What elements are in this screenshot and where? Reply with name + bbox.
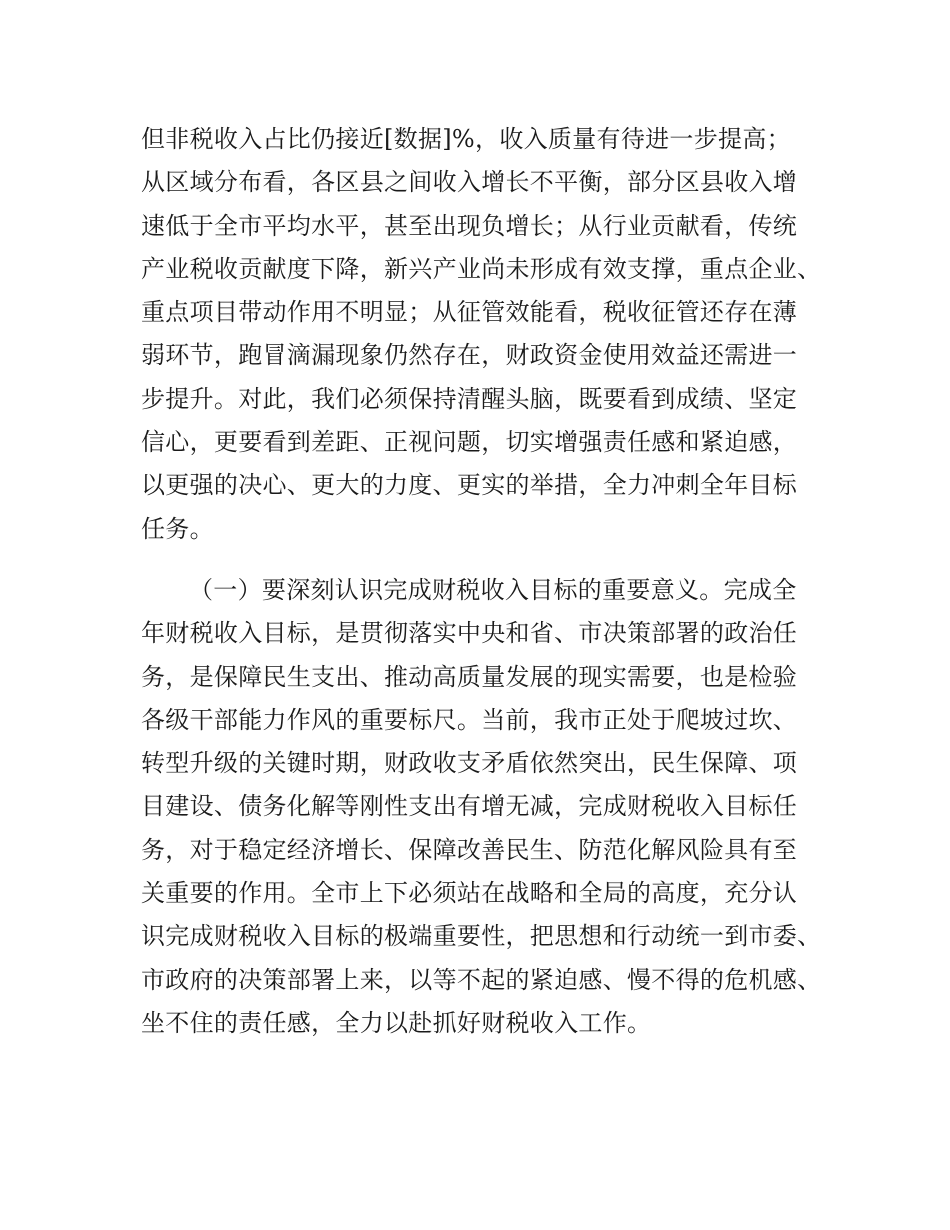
text-line: 务，对于稳定经济增长、保障改善民生、防范化解风险具有至 — [141, 835, 798, 864]
text-line: 市政府的决策部署上来，以等不起的紧迫感、慢不得的危机感、 — [141, 965, 822, 994]
section-heading-line: （一）要深刻认识完成财税收入目标的重要意义。完成全 — [189, 575, 797, 604]
text-line: 重点项目带动作用不明显；从征管效能看，税收征管还存在薄 — [141, 298, 798, 327]
document-body — [141, 118, 831, 1045]
text-line: 但非税收入占比仍接近[数据]%，收入质量有待进一步提高； — [141, 125, 791, 153]
paragraph-spacer — [141, 551, 831, 569]
text-line: 速低于全市平均水平，甚至出现负增长；从行业贡献看，传统 — [141, 211, 798, 240]
text-line: 务，是保障民生支出、推动高质量发展的现实需要，也是检验 — [141, 662, 798, 691]
text-line: 各级干部能力作风的重要标尺。当前，我市正处于爬坡过坎、 — [141, 705, 798, 734]
text-line: 弱环节，跑冒滴漏现象仍然存在，财政资金使用效益还需进一 — [141, 341, 798, 370]
paragraph-1 — [141, 118, 831, 551]
text-line: 年财税收入目标，是贯彻落实中央和省、市决策部署的政治任 — [141, 619, 798, 648]
text-line: 任务。 — [141, 514, 214, 543]
text-line: 步提升。对此，我们必须保持清醒头脑，既要看到成绩、坚定 — [141, 384, 798, 413]
text-line: 关重要的作用。全市上下必须站在战略和全局的高度，充分认 — [141, 879, 798, 908]
text-line: 转型升级的关键时期，财政收支矛盾依然突出，民生保障、项 — [141, 749, 798, 778]
text-line: 目建设、债务化解等刚性支出有增无减，完成财税收入目标任 — [141, 792, 798, 821]
text-line: 以更强的决心、更大的力度、更实的举措，全力冲刺全年目标 — [141, 471, 798, 500]
text-line: 信心，更要看到差距、正视问题，切实增强责任感和紧迫感， — [141, 428, 798, 457]
text-line: 识完成财税收入目标的极端重要性，把思想和行动统一到市委、 — [141, 922, 822, 951]
text-line: 产业税收贡献度下降，新兴产业尚未形成有效支撑，重点企业、 — [141, 254, 822, 283]
text-line: 坐不住的责任感，全力以赴抓好财税收入工作。 — [141, 1008, 652, 1037]
text-line: 从区域分布看，各区县之间收入增长不平衡，部分区县收入增 — [141, 168, 798, 197]
paragraph-2 — [141, 569, 831, 1045]
